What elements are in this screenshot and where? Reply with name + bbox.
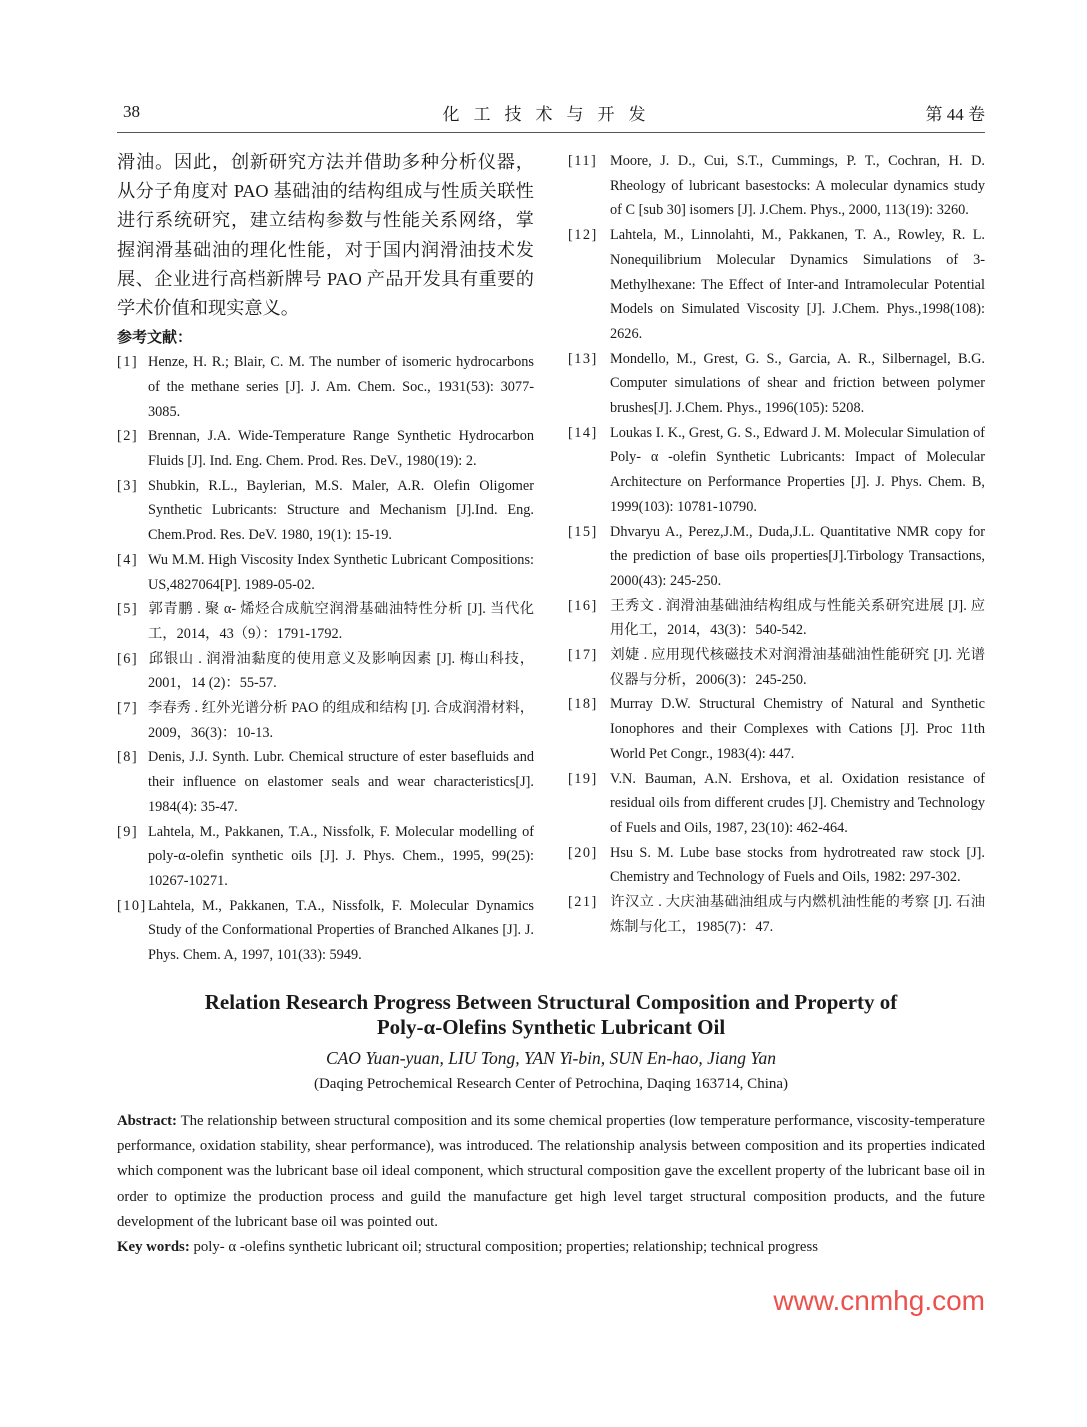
reference-number: [13] xyxy=(568,350,598,367)
reference-list-right xyxy=(568,149,985,940)
reference-number: [3] xyxy=(117,477,139,494)
reference-item xyxy=(568,223,985,347)
reference-item xyxy=(117,350,534,424)
reference-text: Denis, J.J. Synth. Lubr. Chemical structure of ester basefluids and their influence on elastomer seals and wear characteristics[J]. 1984(4): 35-47. xyxy=(148,749,534,815)
reference-text: Moore, J. D., Cui, S.T., Cummings, P. T., Cochran, H. D. Rheology of lubricant basestocks: A molecular dynamics study of C [sub 30] isomers [J]. J.Chem. Phys., 2000, 113(19): 3260. xyxy=(610,153,985,219)
reference-number: [4] xyxy=(117,551,139,568)
reference-number: [10] xyxy=(117,897,147,914)
reference-number: [16] xyxy=(568,597,598,614)
right-column xyxy=(568,148,985,940)
reference-text: 许汉立 . 大庆油基础油组成与内燃机油性能的考察 [J]. 石油炼制与化工，1985(7)：47. xyxy=(610,894,985,935)
keywords-label: Key words: xyxy=(117,1239,190,1256)
reference-item xyxy=(117,548,534,597)
reference-number: [1] xyxy=(117,354,139,371)
reference-text: Brennan, J.A. Wide-Temperature Range Synthetic Hydrocarbon Fluids [J]. Ind. Eng. Chem. Prod. Res. DeV., 1980(19): 2. xyxy=(148,428,534,470)
reference-text: Loukas I. K., Grest, G. S., Edward J. M. Molecular Simulation of Poly- α -olefin Synthetic Lubricants: Impact of Molecular Architecture on Performance Properties [J]. J. Phys. Chem. B, 1999(103): 10781-10790. xyxy=(610,424,985,515)
reference-item xyxy=(568,767,985,841)
reference-item xyxy=(568,149,985,223)
reference-number: [9] xyxy=(117,823,139,840)
reference-number: [6] xyxy=(117,650,139,667)
reference-text: 郭青鹏 . 聚 α- 烯烃合成航空润滑基础油特性分析 [J]. 当代化工，2014，43（9）：1791-1792. xyxy=(148,601,534,642)
reference-text: 邱银山 . 润滑油黏度的使用意义及影响因素 [J]. 梅山科技，2001，14 (2)：55-57. xyxy=(148,650,534,692)
abstract-text: The relationship between structural composition and its some chemical properties (low temperature performance, viscosity-temperature performance, oxidation stability, shear performance), was introduced. The relationship analysis between composition and its properties indicated which component was the lubricant base oil ideal component, which structural composition gave the excellent property of the lubricant base oil in order to optimize the production process and guild the manufacture get high level target structural composition products, and the future development of the lubricant base oil was pointed out. xyxy=(117,1112,985,1230)
reference-number: [11] xyxy=(568,153,598,169)
reference-text: Mondello, M., Grest, G. S., Garcia, A. R., Silbernagel, B.G. Computer simulations of shear and friction between polymer brushes[J]. J.Chem. Phys., 1996(105): 5208. xyxy=(610,350,985,417)
reference-text: Murray D.W. Structural Chemistry of Natural and Synthetic Ionophores and their Complexes with Cations [J]. Proc 11th World Pet Congr., 1983(4): 447. xyxy=(610,696,985,762)
reference-item xyxy=(568,347,985,421)
reference-text: Wu M.M. High Viscosity Index Synthetic Lubricant Compositions: US,4827064[P]. 1989-05-02. xyxy=(148,551,534,593)
reference-text: Lahtela, M., Linnolahti, M., Pakkanen, T. A., Rowley, R. L. Nonequilibrium Molecular Dynamics Simulations of 3-Methylhexane: The Effect of Inter-and Intramolecular Potential Models on Simulated Viscosity [J]. J.Chem. Phys.,1998(108): 2626. xyxy=(610,227,985,342)
reference-text: 王秀文 . 润滑油基础油结构组成与性能关系研究进展 [J]. 应用化工，2014，43(3)：540-542. xyxy=(610,597,985,639)
reference-item xyxy=(117,820,534,894)
reference-text: 刘婕 . 应用现代核磁技术对润滑油基础油性能研究 [J]. 光谱仪器与分析，2006(3)：245-250. xyxy=(610,647,985,688)
reference-item xyxy=(117,696,534,745)
left-column xyxy=(117,148,534,968)
page-content xyxy=(117,0,985,1337)
reference-item xyxy=(568,890,985,939)
title-line: Poly-α-Olefins Synthetic Lubricant Oil xyxy=(376,1014,726,1039)
reference-item xyxy=(568,421,985,520)
keywords-text: poly- α -olefins synthetic lubricant oil; structural composition; properties; relationship; technical progress xyxy=(193,1239,819,1256)
reference-item xyxy=(117,894,534,968)
affiliation: (Daqing Petrochemical Research Center of Petrochina, Daqing 163714, China) xyxy=(313,1075,789,1092)
reference-item xyxy=(117,647,534,696)
english-title xyxy=(117,990,985,1040)
authors: CAO Yuan-yuan, LIU Tong, YAN Yi-bin, SUN En-hao, Jiang Yan xyxy=(325,1047,777,1068)
reference-text: Shubkin, R.L., Baylerian, M.S. Maler, A.R. Olefin Oligomer Synthetic Lubricants: Structure and Mechanism [J].Ind. Eng. Chem.Prod. Res. DeV. 1980, 19(1): 15-19. xyxy=(148,477,534,544)
reference-number: [7] xyxy=(117,700,139,717)
reference-number: [17] xyxy=(568,647,598,664)
title-line: Relation Research Progress Between Structural Composition and Property of xyxy=(204,989,898,1014)
reference-item xyxy=(117,597,534,646)
reference-item xyxy=(568,520,985,594)
references-heading: 参考文献： xyxy=(117,328,193,347)
page-number: 38 xyxy=(123,102,140,121)
english-summary xyxy=(117,990,985,1337)
watermark: www.cnmhg.com xyxy=(773,1284,985,1316)
reference-text: Lahtela, M., Pakkanen, T.A., Nissfolk, F. Molecular modelling of poly-α-olefin synthetic oils [J]. J. Phys. Chem., 1995, 99(25): 10267-10271. xyxy=(148,823,534,889)
reference-item xyxy=(117,745,534,819)
reference-number: [12] xyxy=(568,227,598,244)
reference-number: [18] xyxy=(568,696,598,713)
reference-item xyxy=(568,841,985,890)
reference-number: [15] xyxy=(568,523,598,540)
reference-text: Henze, H. R.; Blair, C. M. The number of isomeric hydrocarbons of the methane series [J]. J. Am. Chem. Soc., 1931(53): 3077-3085. xyxy=(148,354,534,420)
reference-number: [14] xyxy=(568,424,598,441)
reference-list-left xyxy=(117,350,534,968)
reference-number: [20] xyxy=(568,844,598,861)
reference-item xyxy=(568,643,985,692)
reference-item xyxy=(568,692,985,766)
keywords xyxy=(117,1235,985,1260)
reference-text: 李春秀 . 红外光谱分析 PAO 的组成和结构 [J]. 合成润滑材料，2009，36(3)：10-13. xyxy=(148,700,534,741)
reference-number: [5] xyxy=(117,601,139,618)
abstract xyxy=(117,1109,985,1235)
reference-number: [21] xyxy=(568,894,598,911)
reference-number: [8] xyxy=(117,749,139,766)
reference-text: Dhvaryu A., Perez,J.M., Duda,J.L. Quantitative NMR copy for the prediction of base oils properties[J].Tirbology Transactions, 2000(43): 245-250. xyxy=(610,523,985,589)
reference-item xyxy=(568,594,985,643)
reference-number: [2] xyxy=(117,428,139,445)
journal-title: 化工技术与开发 xyxy=(442,105,660,124)
reference-item xyxy=(117,424,534,473)
reference-text: Lahtela, M., Pakkanen, T.A., Nissfolk, F. Molecular Dynamics Study of the Conformational Properties of Branched Alkanes [J]. J. Phys. Chem. A, 1997, 101(33): 5949. xyxy=(148,897,534,964)
body-paragraph: 滑油。因此，创新研究方法并借助多种分析仪器，从分子角度对 PAO 基础油的结构组成与性质关联性进行系统研究，建立结构参数与性能关系网络，掌握润滑基础油的理化性能，对于国内润滑油技术发展、企业进行高档新牌号 PAO 产品开发具有重要的学术价值和现实意义。 xyxy=(117,152,534,319)
reference-number: [19] xyxy=(568,770,598,787)
reference-text: V.N. Bauman, A.N. Ershova, et al. Oxidation resistance of residual oils from different crudes [J]. Chemistry and Technology of Fuels and Oils, 1987, 23(10): 462-464. xyxy=(610,770,985,836)
two-column-body xyxy=(117,148,985,968)
abstract-label: Abstract: xyxy=(117,1112,177,1129)
reference-item xyxy=(117,474,534,548)
reference-text: Hsu S. M. Lube base stocks from hydrotreated raw stock [J]. Chemistry and Technology of Fuels and Oils, 1982: 297-302. xyxy=(610,844,985,886)
volume-label: 第 44 卷 xyxy=(925,105,985,124)
